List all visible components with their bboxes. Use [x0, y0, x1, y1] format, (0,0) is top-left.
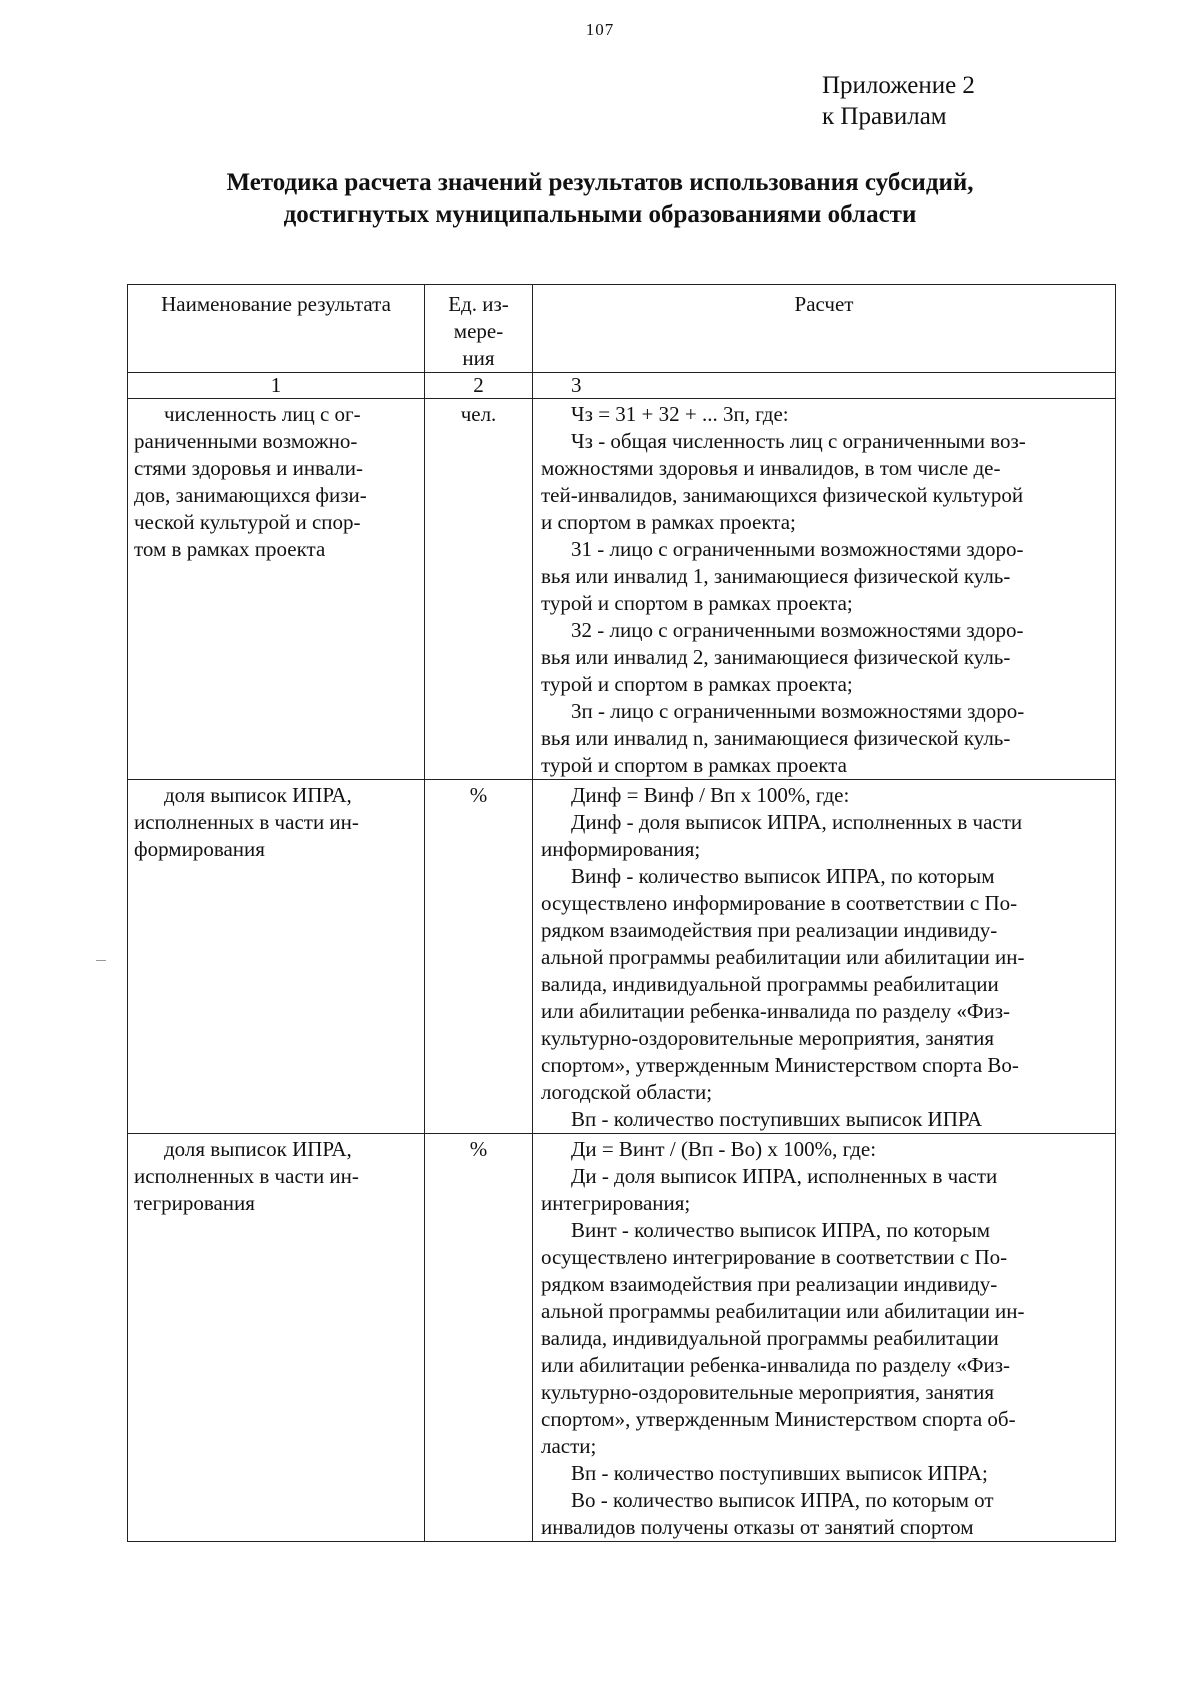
- column-number-row: [128, 373, 1116, 399]
- calculation-line: информирования;: [541, 837, 701, 861]
- calculation-line: ласти;: [541, 1434, 597, 1458]
- column-number: 2: [425, 373, 533, 399]
- calculation-line: Вп - количество поступивших выписок ИПРА;: [571, 1461, 988, 1485]
- unit-cell: %: [425, 1134, 533, 1542]
- calculation-line: инвалидов получены отказы от занятий спортом: [541, 1515, 974, 1539]
- header-unit-line: Ед. из-: [448, 292, 509, 316]
- calculation-line: культурно-оздоровительные мероприятия, занятия: [541, 1026, 995, 1050]
- calculation-line: валида, индивидуальной программы реабилитации: [541, 972, 999, 996]
- calculation-line: спортом», утвержденным Министерством спорта об-: [541, 1407, 1016, 1431]
- result-name-line: дов, занимающихся физи-: [134, 483, 367, 507]
- calculation-line: турой и спортом в рамках проекта;: [541, 591, 853, 615]
- results-table: [127, 284, 1116, 1542]
- calculation-line: рядком взаимодействия при реализации индивиду-: [541, 918, 998, 942]
- unit-cell: %: [425, 780, 533, 1134]
- document-title-line-1: Методика расчета значений результатов использования субсидий,: [226, 169, 974, 196]
- calculation-line: или абилитации ребенка-инвалида по разделу «Физ-: [541, 1353, 1011, 1377]
- calculation-line: Вп - количество поступивших выписок ИПРА: [571, 1107, 983, 1131]
- calculation-line: Чз = 31 + 32 + ... 3п, где:: [571, 402, 789, 426]
- header-unit: [425, 285, 533, 373]
- calculation-line: рядком взаимодействия при реализации индивиду-: [541, 1272, 998, 1296]
- header-unit-line: мере-: [453, 319, 504, 343]
- calculation-line: и спортом в рамках проекта;: [541, 510, 796, 534]
- calculation-line: Динф - доля выписок ИПРА, исполненных в части: [571, 810, 1023, 834]
- calculation-line: Ди - доля выписок ИПРА, исполненных в части: [571, 1164, 998, 1188]
- appendix-line-1: Приложение 2: [822, 72, 975, 99]
- calculation-line: вья или инвалид n, занимающиеся физической куль-: [541, 726, 1011, 750]
- calculation-line: вья или инвалид 1, занимающиеся физической куль-: [541, 564, 1011, 588]
- calculation-line: Винф - количество выписок ИПРА, по которым: [571, 864, 995, 888]
- result-name-line: исполненных в части ин-: [134, 810, 359, 834]
- table-header-row: [128, 285, 1116, 373]
- calculation-line: альной программы реабилитации или абилитации ин-: [541, 1299, 1025, 1323]
- appendix-label: [822, 70, 975, 132]
- table-row: [128, 1134, 1116, 1542]
- calculation-line: турой и спортом в рамках проекта: [541, 753, 847, 777]
- header-unit-line: ния: [462, 346, 495, 370]
- calculation-cell: [533, 780, 1116, 1134]
- calculation-line: турой и спортом в рамках проекта;: [541, 672, 853, 696]
- document-title: [0, 167, 1200, 231]
- result-name-line: тегрирования: [134, 1191, 255, 1215]
- table-row: [128, 780, 1116, 1134]
- margin-mark: [96, 960, 106, 961]
- calculation-line: 31 - лицо с ограниченными возможностями здоро-: [571, 537, 1024, 561]
- calculation-line: можностями здоровья и инвалидов, в том числе де-: [541, 456, 1001, 480]
- result-name-line: том в рамках проекта: [134, 537, 326, 561]
- result-name-line: исполненных в части ин-: [134, 1164, 359, 1188]
- calculation-line: валида, индивидуальной программы реабилитации: [541, 1326, 999, 1350]
- column-number: 3: [533, 373, 1116, 399]
- unit-cell: чел.: [425, 399, 533, 780]
- result-name-line: формирования: [134, 837, 265, 861]
- calculation-line: Ди = Винт / (Вп - Во) х 100%, где:: [571, 1137, 877, 1161]
- calculation-line: интегрирования;: [541, 1191, 691, 1215]
- calculation-line: вья или инвалид 2, занимающиеся физической куль-: [541, 645, 1011, 669]
- calculation-line: Во - количество выписок ИПРА, по которым от: [571, 1488, 994, 1512]
- calculation-line: альной программы реабилитации или абилитации ин-: [541, 945, 1025, 969]
- calculation-line: Динф = Винф / Вп х 100%, где:: [571, 783, 850, 807]
- calculation-line: или абилитации ребенка-инвалида по разделу «Физ-: [541, 999, 1011, 1023]
- calculation-line: Винт - количество выписок ИПРА, по которым: [571, 1218, 991, 1242]
- calculation-line: логодской области;: [541, 1080, 713, 1104]
- calculation-line: осуществлено интегрирование в соответствии с По-: [541, 1245, 1008, 1269]
- result-name-line: доля выписок ИПРА,: [164, 1137, 352, 1161]
- calculation-cell: [533, 1134, 1116, 1542]
- calculation-line: Чз - общая численность лиц с ограниченными воз-: [571, 429, 1026, 453]
- header-calculation: Расчет: [533, 285, 1116, 373]
- calculation-line: 32 - лицо с ограниченными возможностями здоро-: [571, 618, 1024, 642]
- table-row: [128, 399, 1116, 780]
- result-name-cell: [128, 1134, 425, 1542]
- calculation-line: тей-инвалидов, занимающихся физической культурой: [541, 483, 1024, 507]
- result-name-line: численность лиц с ог-: [164, 402, 361, 426]
- calculation-line: культурно-оздоровительные мероприятия, занятия: [541, 1380, 995, 1404]
- document-title-line-2: достигнутых муниципальными образованиями области: [283, 201, 917, 228]
- column-number: 1: [128, 373, 425, 399]
- result-name-line: ческой культурой и спор-: [134, 510, 361, 534]
- header-result-name: Наименование результата: [128, 285, 425, 373]
- result-name-cell: [128, 399, 425, 780]
- calculation-cell: [533, 399, 1116, 780]
- result-name-line: доля выписок ИПРА,: [164, 783, 352, 807]
- appendix-line-2: к Правилам: [822, 103, 947, 130]
- result-name-line: раниченными возможно-: [134, 429, 358, 453]
- result-name-cell: [128, 780, 425, 1134]
- calculation-line: 3п - лицо с ограниченными возможностями здоро-: [571, 699, 1025, 723]
- result-name-line: стями здоровья и инвали-: [134, 456, 363, 480]
- page-number: 107: [585, 20, 615, 39]
- calculation-line: спортом», утвержденным Министерством спорта Во-: [541, 1053, 1019, 1077]
- calculation-line: осуществлено информирование в соответствии с По-: [541, 891, 1018, 915]
